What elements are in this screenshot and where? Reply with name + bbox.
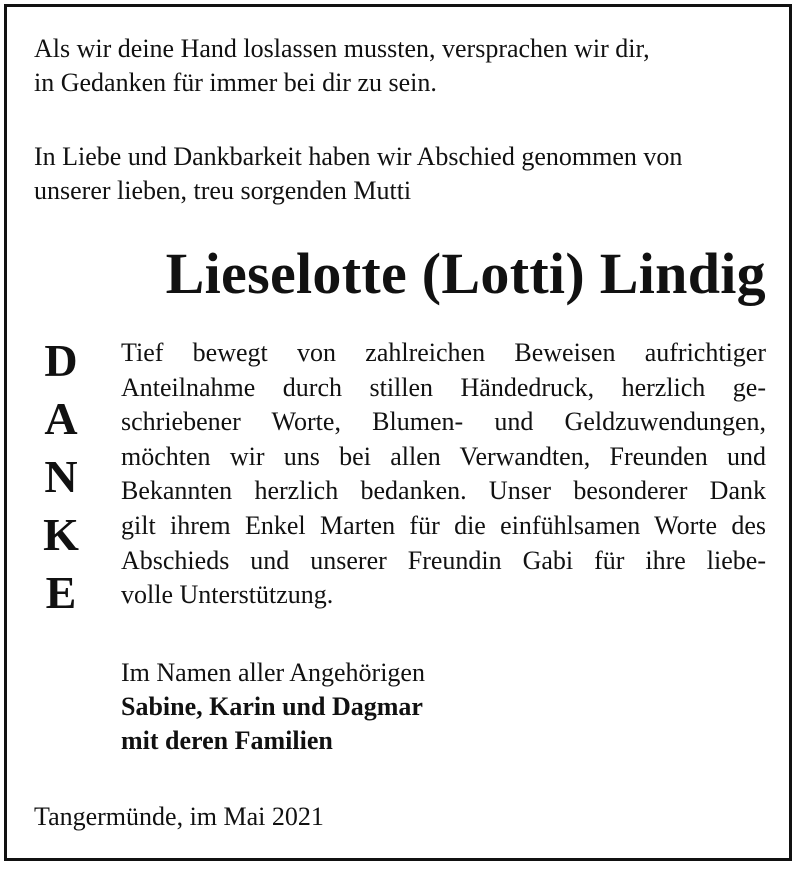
intro-line-1: Als wir deine Hand loslassen mussten, versprachen wir dir, bbox=[34, 34, 650, 63]
thanks-line: Anteilnahme durch stillen Händedruck, herzlich ge- bbox=[121, 372, 766, 402]
thanks-line: Tief bewegt von zahlreichen Beweisen aufrichtiger bbox=[121, 338, 766, 367]
signature-names: Sabine, Karin und Dagmar bbox=[121, 692, 423, 721]
deceased-name: Lieselotte (Lotti) Lindig bbox=[165, 241, 766, 306]
signature-intro: Im Namen aller Angehörigen bbox=[121, 658, 425, 687]
thanks-line: schriebener Worte, Blumen- und Geldzuwendungen, bbox=[121, 407, 766, 437]
signature-block bbox=[121, 656, 425, 758]
intro-line-2: in Gedanken für immer bei dir zu sein. bbox=[34, 68, 437, 97]
danke-vertical-word bbox=[36, 332, 86, 622]
thanks-line: möchten wir uns bei allen Verwandten, Freunden und bbox=[121, 441, 766, 471]
signature-families: mit deren Familien bbox=[121, 726, 333, 755]
danke-letter: D bbox=[44, 335, 78, 386]
thanks-line: volle Unterstützung. bbox=[121, 580, 334, 610]
thanks-line: gilt ihrem Enkel Marten für die einfühlsamen Worte des bbox=[121, 510, 766, 540]
place-and-date: Tangermünde, im Mai 2021 bbox=[34, 802, 324, 831]
thanks-line: Abschieds und unserer Freundin Gabi für ihre liebe- bbox=[121, 545, 766, 575]
danke-letter: E bbox=[45, 567, 77, 618]
danke-letter: N bbox=[44, 451, 78, 502]
intro-line-3: In Liebe und Dankbarkeit haben wir Abschied genommen von bbox=[34, 142, 683, 171]
thanks-line: Bekannten herzlich bedanken. Unser besonderer Dank bbox=[121, 476, 766, 506]
danke-letter: K bbox=[43, 509, 79, 560]
thanks-paragraph bbox=[121, 336, 766, 613]
danke-letter: A bbox=[44, 393, 78, 444]
intro-line-4: unserer lieben, treu sorgenden Mutti bbox=[34, 176, 412, 205]
